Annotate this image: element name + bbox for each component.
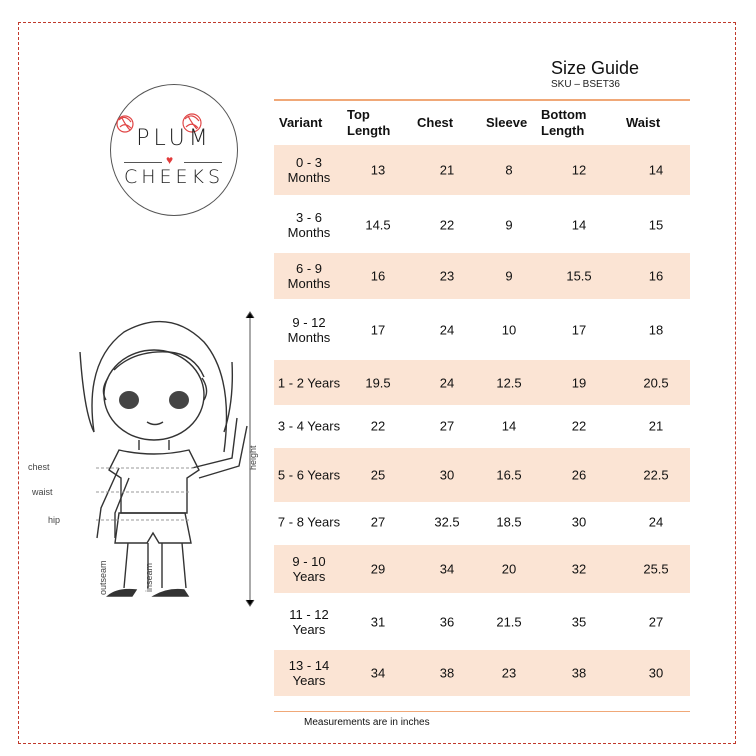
measurement-cell: 27 xyxy=(370,514,386,530)
measurement-cell: 21 xyxy=(439,162,455,178)
variant-cell: 13 - 14 Years xyxy=(288,658,330,688)
table-row xyxy=(274,501,690,543)
measurement-cell: 34 xyxy=(439,561,455,577)
measurement-cell: 10 xyxy=(501,322,517,337)
heart-icon: ♥ xyxy=(166,153,174,167)
measurement-cell: 32.5 xyxy=(434,514,460,530)
table-row xyxy=(274,595,690,649)
measurement-cell: 31 xyxy=(370,614,386,630)
measurement-cell: 14 xyxy=(501,418,517,434)
measurement-cell: 22 xyxy=(439,217,455,233)
measurement-cell: 35 xyxy=(571,614,587,630)
measurement-cell: 29 xyxy=(370,561,386,577)
measurement-cell: 8 xyxy=(505,162,513,178)
hip-label: hip xyxy=(48,515,61,525)
measurement-cell: 14 xyxy=(648,162,664,178)
measurement-cell: 24 xyxy=(648,514,664,530)
measurement-cell: 26 xyxy=(571,467,587,483)
measurement-cell: 30 xyxy=(648,665,664,681)
measurement-cell: 18.5 xyxy=(496,514,522,530)
measurement-cell: 27 xyxy=(648,614,664,630)
measurement-cell: 18 xyxy=(648,322,664,337)
page-title: Size Guide xyxy=(551,58,640,78)
measurement-cell: 22.5 xyxy=(643,467,669,483)
variant-cell: 3 - 6 Months xyxy=(287,210,331,240)
measurement-cell: 24 xyxy=(439,375,455,390)
measurement-cell: 17 xyxy=(370,322,386,337)
measurement-cell: 16 xyxy=(648,268,664,284)
variant-cell: 3 - 4 Years xyxy=(277,418,341,434)
measurement-cell: 22 xyxy=(370,418,386,434)
inseam-label: inseam xyxy=(144,562,154,592)
measurement-cell: 23 xyxy=(501,665,517,681)
variant-cell: 7 - 8 Years xyxy=(277,514,341,530)
measurement-cell: 27 xyxy=(439,418,455,434)
variant-cell: 9 - 10 Years xyxy=(292,554,326,584)
brand-name-line2: CHEEKS xyxy=(123,166,225,188)
measurement-cell: 9 xyxy=(505,217,513,233)
height-label: height xyxy=(248,445,258,470)
measurement-cell: 20 xyxy=(501,561,517,577)
table-header-row xyxy=(274,99,690,145)
measurement-cell: 14.5 xyxy=(365,217,391,233)
measurement-cell: 12.5 xyxy=(496,375,522,390)
table-bottom-rule xyxy=(274,711,690,712)
table-row xyxy=(274,650,690,696)
measurement-cell: 20.5 xyxy=(643,375,669,390)
variant-cell: 1 - 2 Years xyxy=(277,375,341,390)
table-row xyxy=(274,360,690,405)
measurement-cell: 16 xyxy=(370,268,386,284)
variant-cell: 6 - 9 Months xyxy=(287,261,331,291)
measurement-cell: 34 xyxy=(370,665,386,681)
footnote: Measurements are in inches xyxy=(304,717,430,728)
measurement-cell: 13 xyxy=(370,162,386,178)
title-block xyxy=(551,58,639,90)
header-variant: Variant xyxy=(279,115,323,130)
variant-cell: 0 - 3 Months xyxy=(287,155,331,185)
header-waist: Waist xyxy=(626,115,661,130)
measurement-cell: 17 xyxy=(571,322,587,337)
header-chest: Chest xyxy=(417,115,454,130)
measurement-cell: 30 xyxy=(571,514,587,530)
table-row xyxy=(274,301,690,358)
measurement-cell: 25 xyxy=(370,467,386,483)
table-row xyxy=(274,253,690,299)
measurement-cell: 15 xyxy=(648,217,664,233)
table-row xyxy=(274,545,690,593)
table-row xyxy=(274,405,690,447)
chest-label: chest xyxy=(28,462,50,472)
measurement-cell: 23 xyxy=(439,268,455,284)
measurement-cell: 21.5 xyxy=(496,614,522,630)
table-row xyxy=(274,448,690,502)
measurement-cell: 21 xyxy=(648,418,664,434)
table-row xyxy=(274,145,690,195)
measurement-cell: 38 xyxy=(439,665,455,681)
measurement-cell: 24 xyxy=(439,322,455,337)
header-sleeve: Sleeve xyxy=(486,115,528,130)
measurement-cell: 12 xyxy=(571,162,587,178)
measurement-cell: 19 xyxy=(571,375,587,390)
outseam-label: outseam xyxy=(98,560,108,595)
sku-label: SKU – BSET36 xyxy=(551,79,620,90)
table-row xyxy=(274,197,690,253)
brand-name-line1: PLUM xyxy=(136,126,212,151)
logo-divider-left xyxy=(124,162,162,163)
variant-cell: 5 - 6 Years xyxy=(277,467,341,483)
measurement-cell: 38 xyxy=(571,665,587,681)
measurement-cell: 22 xyxy=(571,418,587,434)
measurement-cell: 36 xyxy=(439,614,455,630)
measurement-cell: 25.5 xyxy=(643,561,669,577)
measurement-cell: 32 xyxy=(571,561,587,577)
waist-label: waist xyxy=(32,487,53,497)
measurement-cell: 16.5 xyxy=(496,467,522,483)
variant-cell: 9 - 12 Months xyxy=(287,314,331,345)
logo-divider-right xyxy=(184,162,222,163)
header-bottom-length: Bottom Length xyxy=(541,107,587,138)
measurement-cell: 9 xyxy=(505,268,513,284)
measurement-cell: 14 xyxy=(571,217,587,233)
measurement-cell: 30 xyxy=(439,467,455,483)
measurement-cell: 19.5 xyxy=(365,375,391,390)
header-top-length: Top Length xyxy=(347,107,391,138)
measurement-cell: 15.5 xyxy=(566,268,592,284)
variant-cell: 11 - 12 Years xyxy=(289,607,329,637)
